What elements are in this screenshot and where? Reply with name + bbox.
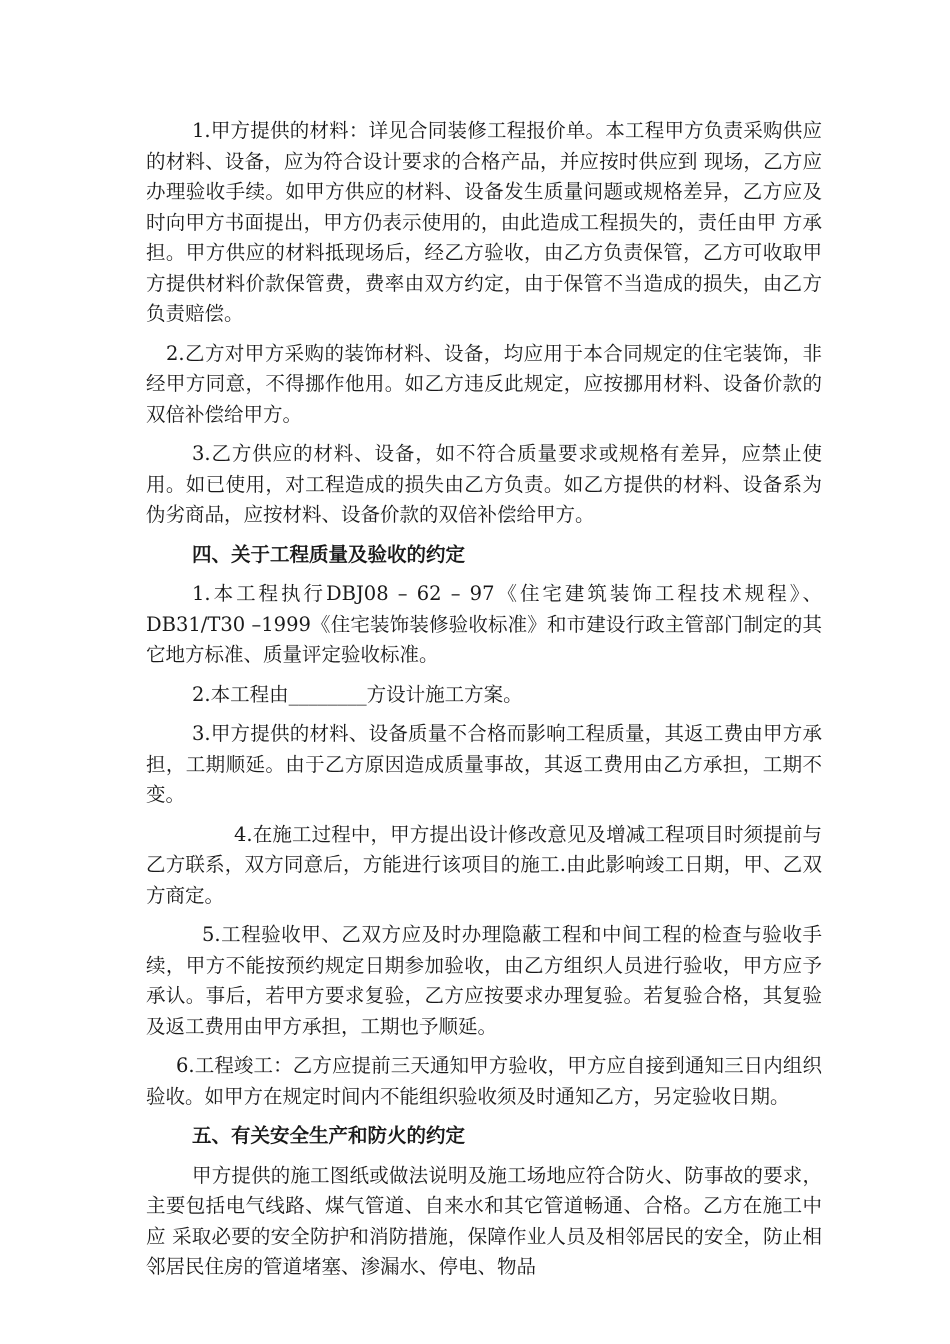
section-heading-quality: 四、关于工程质量及验收的约定 bbox=[192, 542, 466, 566]
paragraph-design-plan: 2.本工程由________方设计施工方案。 bbox=[192, 682, 523, 706]
paragraph-acceptance: 5.工程验收甲、乙双方应及时办理隐蔽工程和中间工程的检查与验收手续，甲方不能按预约规定日期参加验收，由乙方组织人员进行验收，甲方应予承认。事后，若甲方要求复验，乙方应按要求办理复验。若复验合格，其复验及返工费用由甲方承担，工期也予顺延。 bbox=[146, 923, 822, 1038]
paragraph-rework-cost: 3.甲方提供的材料、设备质量不合格而影响工程质量，其返工费由甲方承担，工期顺延。由于乙方原因造成质量事故，其返工费用由乙方承担，工期不变。 bbox=[146, 722, 822, 806]
paragraph-fire-safety: 甲方提供的施工图纸或做法说明及施工场地应符合防火、防事故的要求，主要包括电气线路、煤气管道、自来水和其它管道畅通、合格。乙方在施工中应 采取必要的安全防护和消防措施，保障作业人员及相邻居民的安全，防止相邻居民住房的管道堵塞、渗漏水、停电、物品 bbox=[146, 1163, 822, 1278]
paragraph-completion: 6.工程竣工：乙方应提前三天通知甲方验收，甲方应自接到通知三日内组织验收。如甲方在规定时间内不能组织验收须及时通知乙方，另定验收日期。 bbox=[146, 1054, 822, 1108]
section-heading-safety: 五、有关安全生产和防火的约定 bbox=[192, 1124, 466, 1147]
paragraph-design-changes: 4.在施工过程中，甲方提出设计修改意见及增减工程项目时须提前与乙方联系，双方同意后，方能进行该项目的施工.由此影响竣工日期，甲、乙双方商定。 bbox=[146, 822, 822, 907]
paragraph-materials-by-party-a: 1.甲方提供的材料：详见合同装修工程报价单。本工程甲方负责采购供应的材料、设备，应为符合设计要求的合格产品，并应按时供应到 现场，乙方应办理验收手续。如甲方供应的材料、设备发生质量问题或规格差异，乙方应及时向甲方书面提出，甲方仍表示使用的，由此造成工程损失的，责任由甲 方承担。甲方供应的材料抵现场后，经乙方验收，由乙方负责保管，乙方可收取甲方提供材料价款保管费，费率由双方约定，由于保管不当造成的损失，由乙方负责赔偿。 bbox=[146, 119, 822, 325]
paragraph-materials-by-party-b: 3.乙方供应的材料、设备，如不符合质量要求或规格有差异，应禁止使用。如已使用，对工程造成的损失由乙方负责。如乙方提供的材料、设备系为伪劣商品，应按材料、设备价款的双倍补偿给甲方。 bbox=[146, 442, 822, 526]
document-page bbox=[146, 116, 822, 1283]
paragraph-standards: 1.本工程执行DBJ08 – 62 – 97《住宅建筑装饰工程技术规程》、DB31/T30 –1999《住宅装饰装修验收标准》和市建设行政主管部门制定的其它地方标准、质量评定验收标准。 bbox=[146, 582, 822, 666]
paragraph-materials-usage: 2.乙方对甲方采购的装饰材料、设备，均应用于本合同规定的住宅装饰，非经甲方同意，不得挪作他用。如乙方违反此规定，应按挪用材料、设备价款的双倍补偿给甲方。 bbox=[146, 341, 822, 426]
